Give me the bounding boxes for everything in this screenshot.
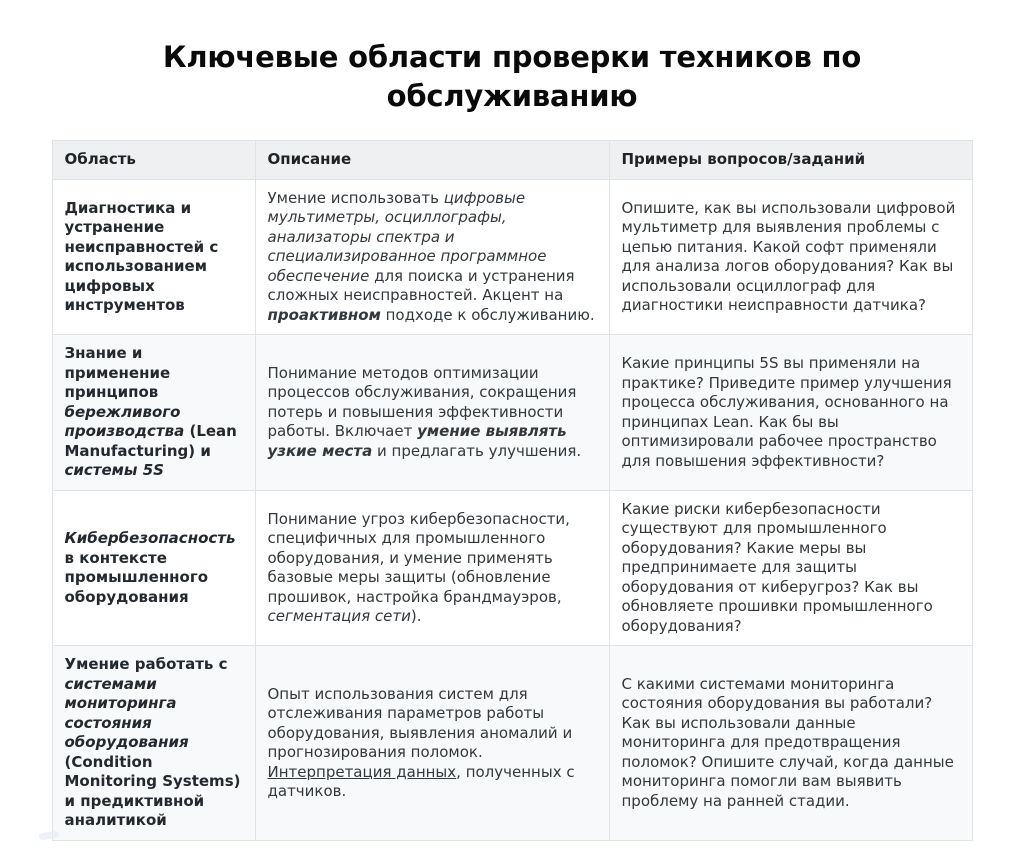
text-segment: для поиска и устранения сложных неисправностей. Акцент на [267,266,575,305]
header-cell-area: Область [52,141,255,180]
header-cell-description: Описание [255,141,609,180]
text-segment: Умение работать с [64,655,228,674]
table-row-diagnostics [52,179,972,335]
text-segment: Понимание угроз кибербезопасности, специфичных для промышленного оборудования, и умение применять базовые меры защиты (обновление прошивок, настройка брандмауэров, [267,509,570,606]
text-segment: Диагностика и устранение неисправностей с использованием цифровых инструментов [64,198,219,315]
text-segment: Интерпретация данных [267,762,457,781]
text-segment: Умение использовать [267,188,444,207]
table-row-lean-5s [52,335,972,491]
text-segment: цифровые мультиметры, осциллографы, анализаторы спектра и специализированное программное обеспечение [267,188,547,285]
area-cell [52,490,255,646]
text-segment: системы 5S [64,461,164,480]
text-segment: проактивном [267,305,381,324]
text-segment: ). [410,607,422,626]
examples-cell: Какие риски кибербезопасности существуют для промышленного оборудования? Какие меры вы предпринимаете для защиты оборудования от киберугроз? Как вы обновляете прошивки промышленного оборудования? [609,490,972,646]
text-segment: Понимание методов оптимизации процессов обслуживания, сокращения потерь и повышения эффективности работы. Включает [267,363,577,441]
text-segment: (Lean Manufacturing) и [64,422,237,460]
text-segment: в контексте промышленного оборудования [64,548,208,606]
text-segment: и предлагать улучшения. [372,441,582,460]
key-areas-table [52,140,973,841]
description-cell [255,335,609,491]
text-segment: (Condition Monitoring Systems) и предиктивной аналитикой [64,752,241,830]
header-cell-examples: Примеры вопросов/заданий [609,141,972,180]
text-segment: Знание и применение принципов [64,344,171,402]
examples-cell: С какими системами мониторинга состояния оборудования вы работали? Как вы использовали данные мониторинга для предотвращения поломок? Опишите случай, когда данные мониторинга помогли вам выявить проблему на ранней стадии. [609,646,972,841]
text-segment: бережливого производства [64,402,185,441]
table-row-cybersecurity [52,490,972,646]
text-segment: сегментация сети [267,607,411,626]
description-cell [255,490,609,646]
text-segment: , полученных с датчиков. [267,762,575,801]
area-cell [52,179,255,335]
description-cell [255,179,609,335]
area-cell [52,335,255,491]
table-header-row [52,141,972,180]
text-segment: Опыт использования систем для отслеживания параметров работы оборудования, выявления аномалий и прогнозирования поломок. [267,684,573,762]
table-row-condition-monitoring [52,646,972,841]
examples-cell: Опишите, как вы использовали цифровой мультиметр для выявления проблемы с цепью питания. Какой софт применяли для анализа логов оборудования? Как вы использовали осциллограф для диагностики неисправности датчика? [609,179,972,335]
examples-cell: Какие принципы 5S вы применяли на практике? Приведите пример улучшения процесса обслуживания, основанного на принципах Lean. Как бы вы оптимизировали рабочее пространство для повышения эффективности? [609,335,972,491]
text-segment: Кибербезопасность [64,529,236,548]
text-segment: умение выявлять узкие места [267,422,567,460]
area-cell [52,646,255,841]
description-cell [255,646,609,841]
page-title: Ключевые области проверки техников по обслуживанию [162,40,862,114]
text-segment: подходе к обслуживанию. [380,305,595,324]
text-segment: системами мониторинга состояния оборудования [64,674,189,752]
